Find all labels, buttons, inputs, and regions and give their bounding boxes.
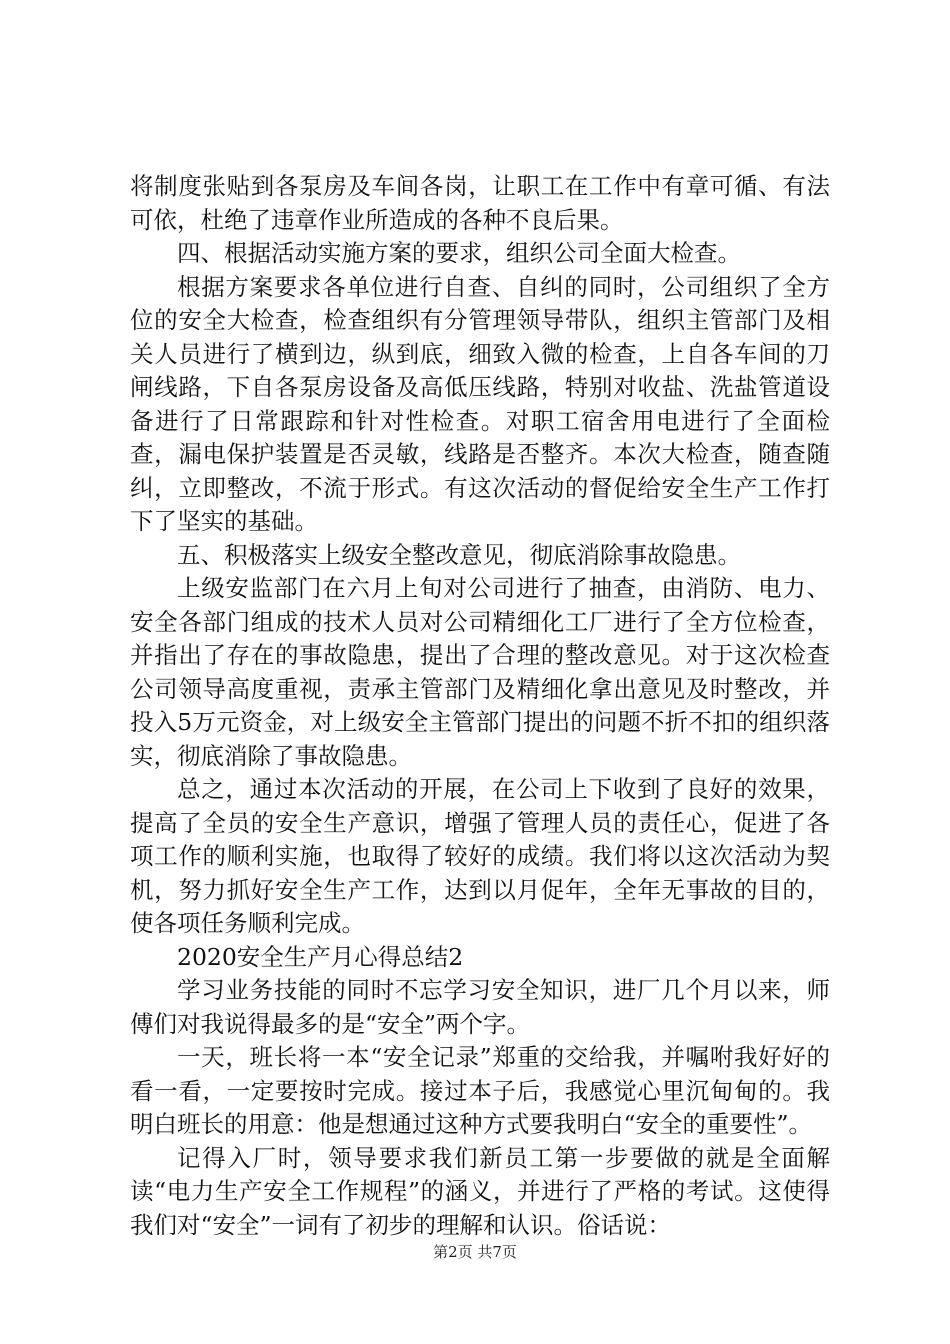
paragraph-continuation: 将制度张贴到各泵房及车间各岗，让职工在工作中有章可循、有法可依，杜绝了违章作业所造成的各种不良后果。 bbox=[130, 172, 830, 234]
document-body bbox=[130, 170, 830, 1242]
paragraph-inspection: 根据方案要求各单位进行自查、自纠的同时，公司组织了全方位的安全大检查，检查组织有分管理领导带队，组织主管部门及相关人员进行了横到边，纵到底，细致入微的检查，上自各车间的刀闸线路，下自各泵房设备及高低压线路，特别对收盐、洗盐管道设备进行了日常跟踪和针对性检查。对职工宿舍用电进行了全面检查，漏电保护装置是否灵敏，线路是否整齐。本次大检查，随查随纠，立即整改，不流于形式。有这次活动的督促给安全生产工作打下了坚实的基础。 bbox=[130, 272, 830, 535]
article-title-2: 2020安全生产月心得总结2 bbox=[177, 942, 464, 971]
page-number-footer: 第2页 共7页 bbox=[433, 1243, 517, 1261]
paragraph-safety-record: 一天，班长将一本“安全记录”郑重的交给我，并嘱咐我好好的看一看，一定要按时完成。接过本子后，我感觉心里沉甸甸的。我明白班长的用意：他是想通过这种方式要我明白“安全的重要性”。 bbox=[130, 1043, 830, 1138]
paragraph-summary: 总之，通过本次活动的开展，在公司上下收到了良好的效果，提高了全员的安全生产意识，增强了管理人员的责任心，促进了各项工作的顺利实施，也取得了较好的成绩。我们将以这次活动为契机，努力抓好安全生产工作，达到以月促年，全年无事故的目的，使各项任务顺利完成。 bbox=[130, 775, 830, 937]
section-heading-5: 五、积极落实上级安全整改意见，彻底消除事故隐患。 bbox=[177, 540, 741, 569]
paragraph-regulations: 记得入厂时，领导要求我们新员工第一步要做的就是全面解读“电力生产安全工作规程”的涵义，并进行了严格的考试。这使得我们对“安全”一词有了初步的理解和认识。俗话说： bbox=[130, 1143, 830, 1239]
section-heading-4: 四、根据活动实施方案的要求，组织公司全面大检查。 bbox=[177, 239, 741, 267]
paragraph-rectification: 上级安监部门在六月上旬对公司进行了抽查，由消防、电力、安全各部门组成的技术人员对公司精细化工厂进行了全方位检查，并指出了存在的事故隐患，提出了合理的整改意见。对于这次检查公司领导高度重视，责承主管部门及精细化拿出意见及时整改，并投入5万元资金，对上级安全主管部门提出的问题不折不扣的组织落实，彻底消除了事故隐患。 bbox=[130, 574, 830, 770]
paragraph-learning: 学习业务技能的同时不忘学习安全知识，进厂几个月以来，师傅们对我说得最多的是“安全”两个字。 bbox=[130, 976, 830, 1038]
